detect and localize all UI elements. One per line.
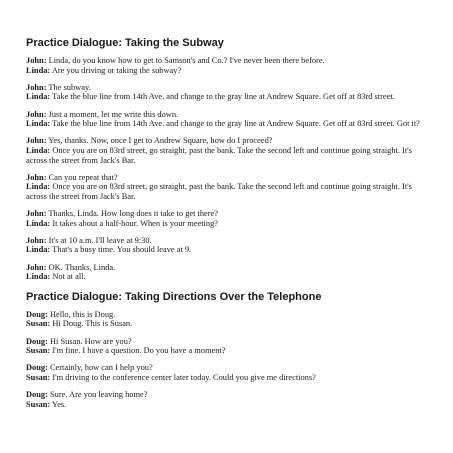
dialogue-text: Yes, thanks. Now, once I get to Andrew Square, how do I proceed? (46, 136, 273, 146)
dialogue-line (26, 263, 426, 273)
dialogue-line (26, 310, 426, 320)
speaker-name: Susan: (26, 319, 51, 329)
dialogue-text: I'm fine. I have a question. Do you have a moment? (50, 346, 226, 356)
speaker-name: Linda: (26, 92, 51, 102)
dialogue-exchange (26, 83, 426, 102)
dialogue-line (26, 219, 426, 229)
dialogue-text: I'm driving to the conference center later today. Could you give me directions? (50, 373, 316, 382)
dialogue-line (26, 119, 426, 129)
dialogue-line (26, 92, 426, 102)
dialogue-line (26, 337, 426, 347)
dialogue-text: Hello, this is Doug. (47, 309, 116, 319)
dialogue-text: Once you are on 83rd street, go straight, past the bank. Take the second left and continue going straight. It's across the street from Jack's Bar. (26, 182, 412, 201)
dialogue-exchange (26, 363, 426, 382)
dialogue-text: Certainly, how can I help you? (47, 363, 153, 373)
dialogue-text: Can you repeat that? (46, 172, 118, 182)
dialogue-line (26, 66, 426, 76)
speaker-name: Susan: (26, 373, 51, 382)
dialogue-text: Just a moment, let me write this down. (46, 109, 179, 119)
dialogue-text: Are you driving or taking the subway? (50, 65, 182, 75)
dialogue-line (26, 400, 426, 410)
dialogue-line (26, 373, 426, 383)
dialogue-line (26, 56, 426, 66)
document-page (26, 36, 426, 417)
dialogue-exchange (26, 263, 426, 282)
speaker-name: Doug: (26, 336, 48, 346)
speaker-name: Doug: (26, 363, 48, 373)
dialogue-line (26, 245, 426, 255)
dialogue-line (26, 363, 426, 373)
dialogue-exchange (26, 310, 426, 329)
dialogue-exchange (26, 56, 426, 75)
dialogue-text: Not at all. (50, 272, 86, 282)
dialogue-text: The subway. (46, 82, 91, 92)
speaker-name: Susan: (26, 399, 51, 409)
dialogue-exchange (26, 136, 426, 165)
dialogue-line (26, 182, 426, 201)
dialogue-exchange (26, 173, 426, 202)
dialogue-exchange (26, 110, 426, 129)
dialogue-text: That's a busy time. You should leave at 9. (50, 245, 192, 255)
speaker-name: John: (26, 262, 47, 272)
dialogue-text: Thanks, Linda. How long does it take to get there? (46, 209, 218, 219)
dialogue-text: Sure. Are you leaving home? (47, 390, 148, 400)
dialogue-line (26, 83, 426, 93)
dialogue-line (26, 319, 426, 329)
dialogue-exchange (26, 209, 426, 228)
speaker-name: John: (26, 235, 47, 245)
dialogue-line (26, 236, 426, 246)
dialogue-text: Hi Doug. This is Susan. (50, 319, 133, 329)
dialogue-text: Linda, do you know how to get to Samson's and Co.? I've never been there before. (46, 56, 325, 65)
dialogue-exchange (26, 236, 426, 255)
speaker-name: John: (26, 82, 47, 92)
section-subway (26, 36, 426, 282)
speaker-name: John: (26, 209, 47, 219)
speaker-name: Doug: (26, 309, 48, 319)
dialogue-line (26, 173, 426, 183)
section-telephone (26, 290, 426, 410)
speaker-name: Linda: (26, 218, 51, 228)
section-title: Practice Dialogue: Taking Directions Over the Telephone (26, 290, 322, 303)
dialogue-line (26, 390, 426, 400)
dialogue-line (26, 346, 426, 356)
dialogue-line (26, 209, 426, 219)
dialogue-text: Take the blue line from 14th Ave. and change to the gray line at Andrew Square. Get off at 83rd street. (50, 92, 395, 102)
dialogue-exchange (26, 337, 426, 356)
speaker-name: Linda: (26, 182, 51, 192)
speaker-name: Susan: (26, 346, 51, 356)
speaker-name: John: (26, 109, 47, 119)
dialogue-text: Yes. (50, 399, 67, 409)
speaker-name: John: (26, 172, 47, 182)
dialogue-text: Take the blue line from 14th Ave. and change to the gray line at Andrew Square. Get off at 83rd street. Got it? (50, 119, 420, 129)
speaker-name: Doug: (26, 390, 48, 400)
dialogue-line (26, 110, 426, 120)
dialogue-text: It's at 10 a.m. I'll leave at 9:30. (46, 235, 152, 245)
dialogue-line (26, 136, 426, 146)
speaker-name: John: (26, 56, 47, 65)
speaker-name: Linda: (26, 272, 51, 282)
speaker-name: John: (26, 136, 47, 146)
dialogue-text: It takes about a half-hour. When is your meeting? (50, 218, 218, 228)
dialogue-line (26, 146, 426, 165)
speaker-name: Linda: (26, 245, 51, 255)
speaker-name: Linda: (26, 145, 51, 155)
dialogue-text: Once you are on 83rd street, go straight, past the bank. Take the second left and continue going straight. It's across the street from Jack's Bar. (26, 145, 412, 165)
dialogue-text: Hi Susan. How are you? (47, 336, 132, 346)
dialogue-text: OK. Thanks, Linda. (46, 262, 116, 272)
dialogue-exchange (26, 390, 426, 409)
speaker-name: Linda: (26, 65, 51, 75)
dialogue-line (26, 272, 426, 282)
section-title: Practice Dialogue: Taking the Subway (26, 37, 224, 49)
speaker-name: Linda: (26, 119, 51, 129)
